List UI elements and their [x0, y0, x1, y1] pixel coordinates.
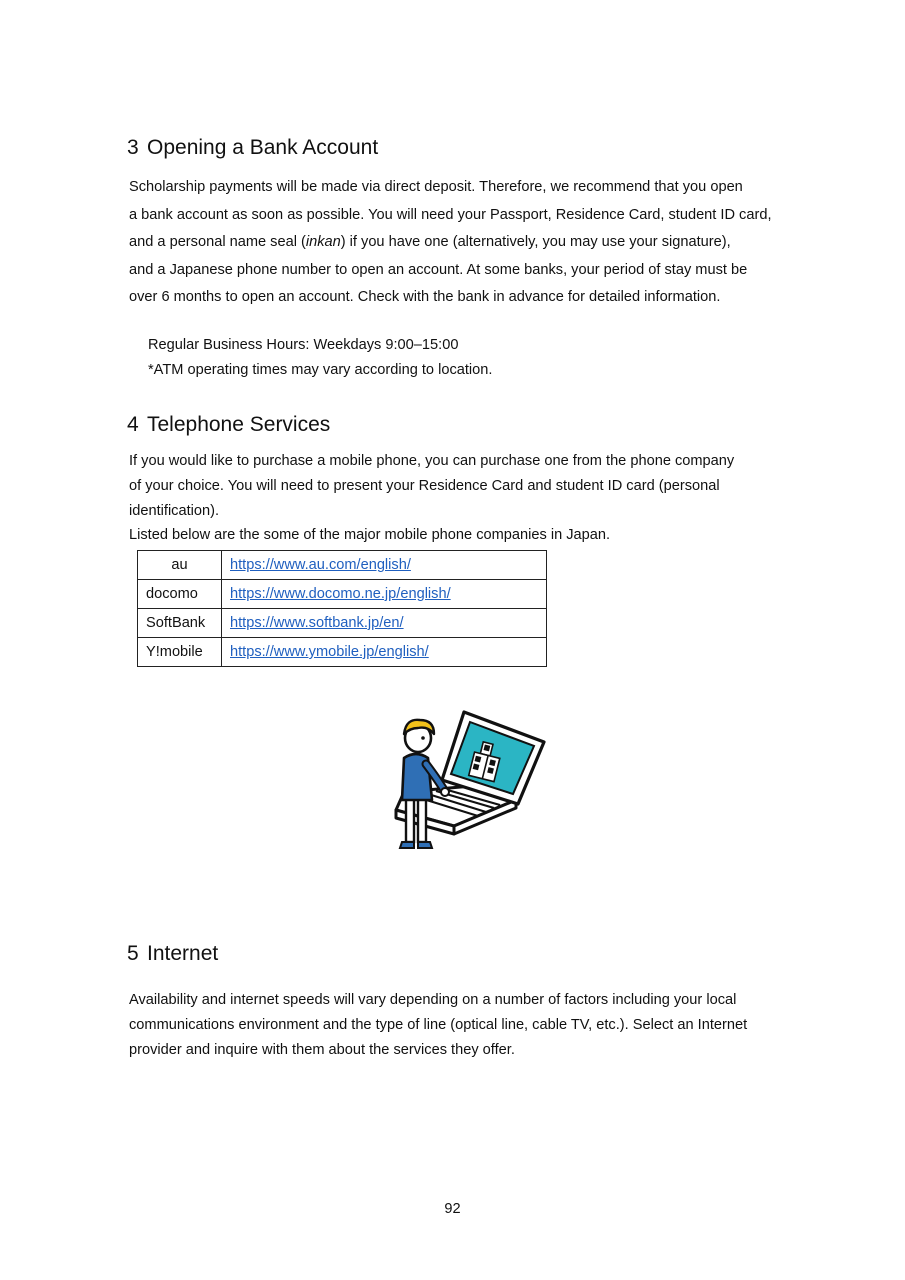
- section-5-title: Internet: [147, 942, 219, 965]
- section-5-paragraph: [129, 988, 776, 1062]
- company-name: Y!mobile: [138, 638, 222, 667]
- section-3-heading: [127, 135, 378, 161]
- phone-companies-table: [137, 550, 547, 667]
- paragraph-line: Listed below are the some of the major mobile phone companies in Japan.: [129, 527, 611, 544]
- company-url-cell: [222, 638, 547, 667]
- paragraph-line: a bank account as soon as possible. You will need your Passport, Residence Card, student ID card,: [129, 206, 772, 223]
- paragraph-line: Scholarship payments will be made via direct deposit. Therefore, we recommend that you open: [129, 179, 743, 195]
- atm-note: *ATM operating times may vary according to location.: [148, 362, 493, 378]
- table-row: [138, 551, 547, 580]
- section-3-title: Opening a Bank Account: [147, 136, 379, 159]
- line-text: ) if you have one (alternatively, you may use your signature),: [340, 234, 731, 251]
- company-link[interactable]: https://www.au.com/english/: [230, 557, 411, 573]
- company-name: docomo: [138, 580, 222, 609]
- paragraph-line: of your choice. You will need to present your Residence Card and student ID card (personal: [129, 477, 720, 494]
- company-name: SoftBank: [138, 609, 222, 638]
- company-link[interactable]: https://www.softbank.jp/en/: [230, 615, 404, 631]
- paragraph-line: and a Japanese phone number to open an account. At some banks, your period of stay must be: [129, 261, 748, 278]
- section-3-paragraph: [129, 174, 776, 312]
- company-url-cell: [222, 580, 547, 609]
- inkan-term: inkan: [305, 234, 341, 251]
- company-url-cell: [222, 551, 547, 580]
- table-row: [138, 638, 547, 667]
- section-4-paragraph: [129, 449, 776, 548]
- paragraph-line: over 6 months to open an account. Check with the bank in advance for detailed information.: [129, 289, 721, 306]
- section-5-number: 5: [127, 942, 139, 965]
- section-5-heading: [127, 941, 218, 967]
- person-with-laptop-icon: [392, 708, 548, 850]
- table-row: [138, 580, 547, 609]
- section-4-number: 4: [127, 413, 139, 436]
- company-name: au: [138, 551, 222, 580]
- table-row: [138, 609, 547, 638]
- page-number: 92: [444, 1201, 461, 1217]
- paragraph-line: Availability and internet speeds will vary depending on a number of factors including your local: [129, 992, 737, 1008]
- line-text: and a personal name seal (: [129, 234, 306, 251]
- company-link[interactable]: https://www.docomo.ne.jp/english/: [230, 586, 451, 602]
- paragraph-line: [129, 229, 776, 257]
- paragraph-line: identification).: [129, 502, 220, 519]
- section-4-heading: [127, 412, 330, 438]
- paragraph-line: communications environment and the type of line (optical line, cable TV, etc.). Select an Internet: [129, 1016, 748, 1033]
- paragraph-line: If you would like to purchase a mobile phone, you can purchase one from the phone company: [129, 453, 735, 469]
- company-link[interactable]: https://www.ymobile.jp/english/: [230, 644, 429, 660]
- section-4-title: Telephone Services: [147, 413, 331, 436]
- section-3-number: 3: [127, 136, 139, 159]
- paragraph-line: provider and inquire with them about the services they offer.: [129, 1041, 515, 1058]
- business-hours: Regular Business Hours: Weekdays 9:00–15:00: [148, 337, 459, 353]
- bank-hours-note: [148, 333, 492, 383]
- company-url-cell: [222, 609, 547, 638]
